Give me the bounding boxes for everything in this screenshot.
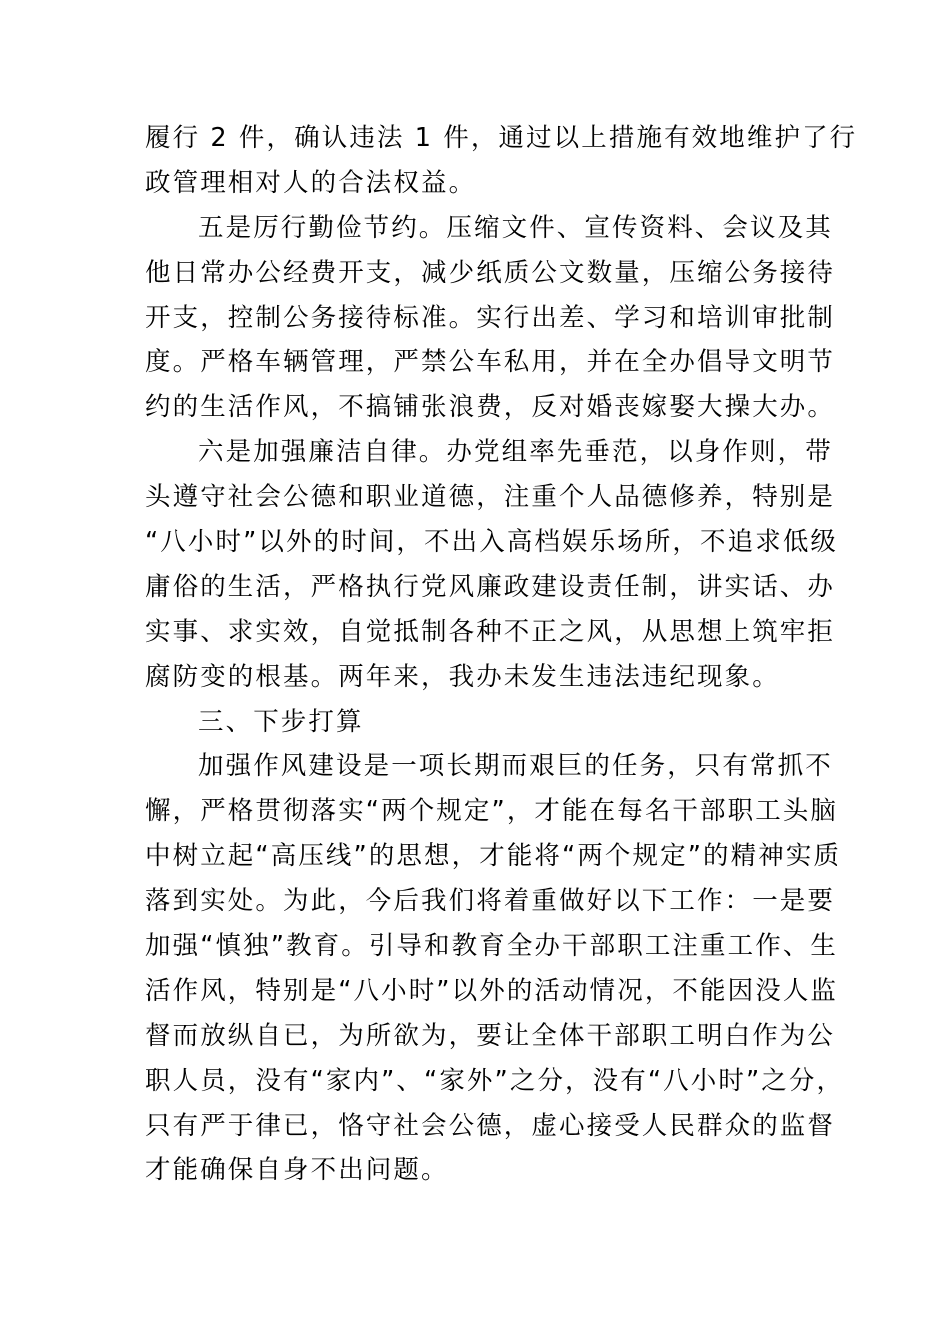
text-line: 政管理相对人的合法权益。 (145, 167, 477, 198)
text-line: 头遵守社会公德和职业道德，注重个人品德修养，特别是 (145, 482, 836, 513)
text-line: “八小时”以外的时间，不出入高档娱乐场所，不追求低级 (145, 527, 839, 558)
paragraph-start-line: 六是加强廉洁自律。办党组率先垂范，以身作则，带 (198, 437, 833, 468)
section-heading: 三、下步打算 (198, 706, 364, 737)
text-line: 度。严格车辆管理，严禁公车私用，并在全办倡导文明节 (145, 347, 836, 378)
paragraph-start-line: 五是厉行勤俭节约。压缩文件、宣传资料、会议及其 (198, 212, 833, 243)
text-line: 活作风，特别是“八小时”以外的活动情况，不能因没人监 (145, 975, 839, 1006)
text-line: 才能确保自身不出问题。 (145, 1155, 449, 1186)
text-line: 只有严于律已，恪守社会公德，虚心接受人民群众的监督 (145, 1110, 836, 1141)
text-line: 中树立起“高压线”的思想，才能将“两个规定”的精神实质 (145, 841, 842, 872)
document-body (145, 116, 858, 1193)
text-line: 腐防变的根基。两年来，我办未发生违法违纪现象。 (145, 661, 780, 692)
text-line: 实事、求实效，自觉抵制各种不正之风，从思想上筑牢拒 (145, 616, 836, 647)
text-line: 开支，控制公务接待标准。实行出差、学习和培训审批制 (145, 302, 836, 333)
text-line: 履行 2 件，确认违法 1 件，通过以上措施有效地维护了行 (145, 123, 858, 153)
text-line: 加强“慎独”教育。引导和教育全办干部职工注重工作、生 (145, 931, 839, 962)
text-line: 职人员，没有“家内”、“家外”之分，没有“八小时”之分， (145, 1065, 845, 1096)
text-line: 落到实处。为此，今后我们将着重做好以下工作：一是要 (145, 886, 836, 917)
paragraph-start-line: 加强作风建设是一项长期而艰巨的任务，只有常抓不 (198, 751, 833, 782)
text-line: 庸俗的生活，严格执行党风廉政建设责任制，讲实话、办 (145, 571, 836, 602)
text-line: 他日常办公经费开支，减少纸质公文数量，压缩公务接待 (145, 257, 836, 288)
text-line: 督而放纵自已，为所欲为，要让全体干部职工明白作为公 (145, 1020, 836, 1051)
text-line: 懈，严格贯彻落实“两个规定”，才能在每名干部职工头脑 (145, 796, 839, 827)
text-line: 约的生活作风，不搞铺张浪费，反对婚丧嫁娶大操大办。 (145, 392, 836, 423)
